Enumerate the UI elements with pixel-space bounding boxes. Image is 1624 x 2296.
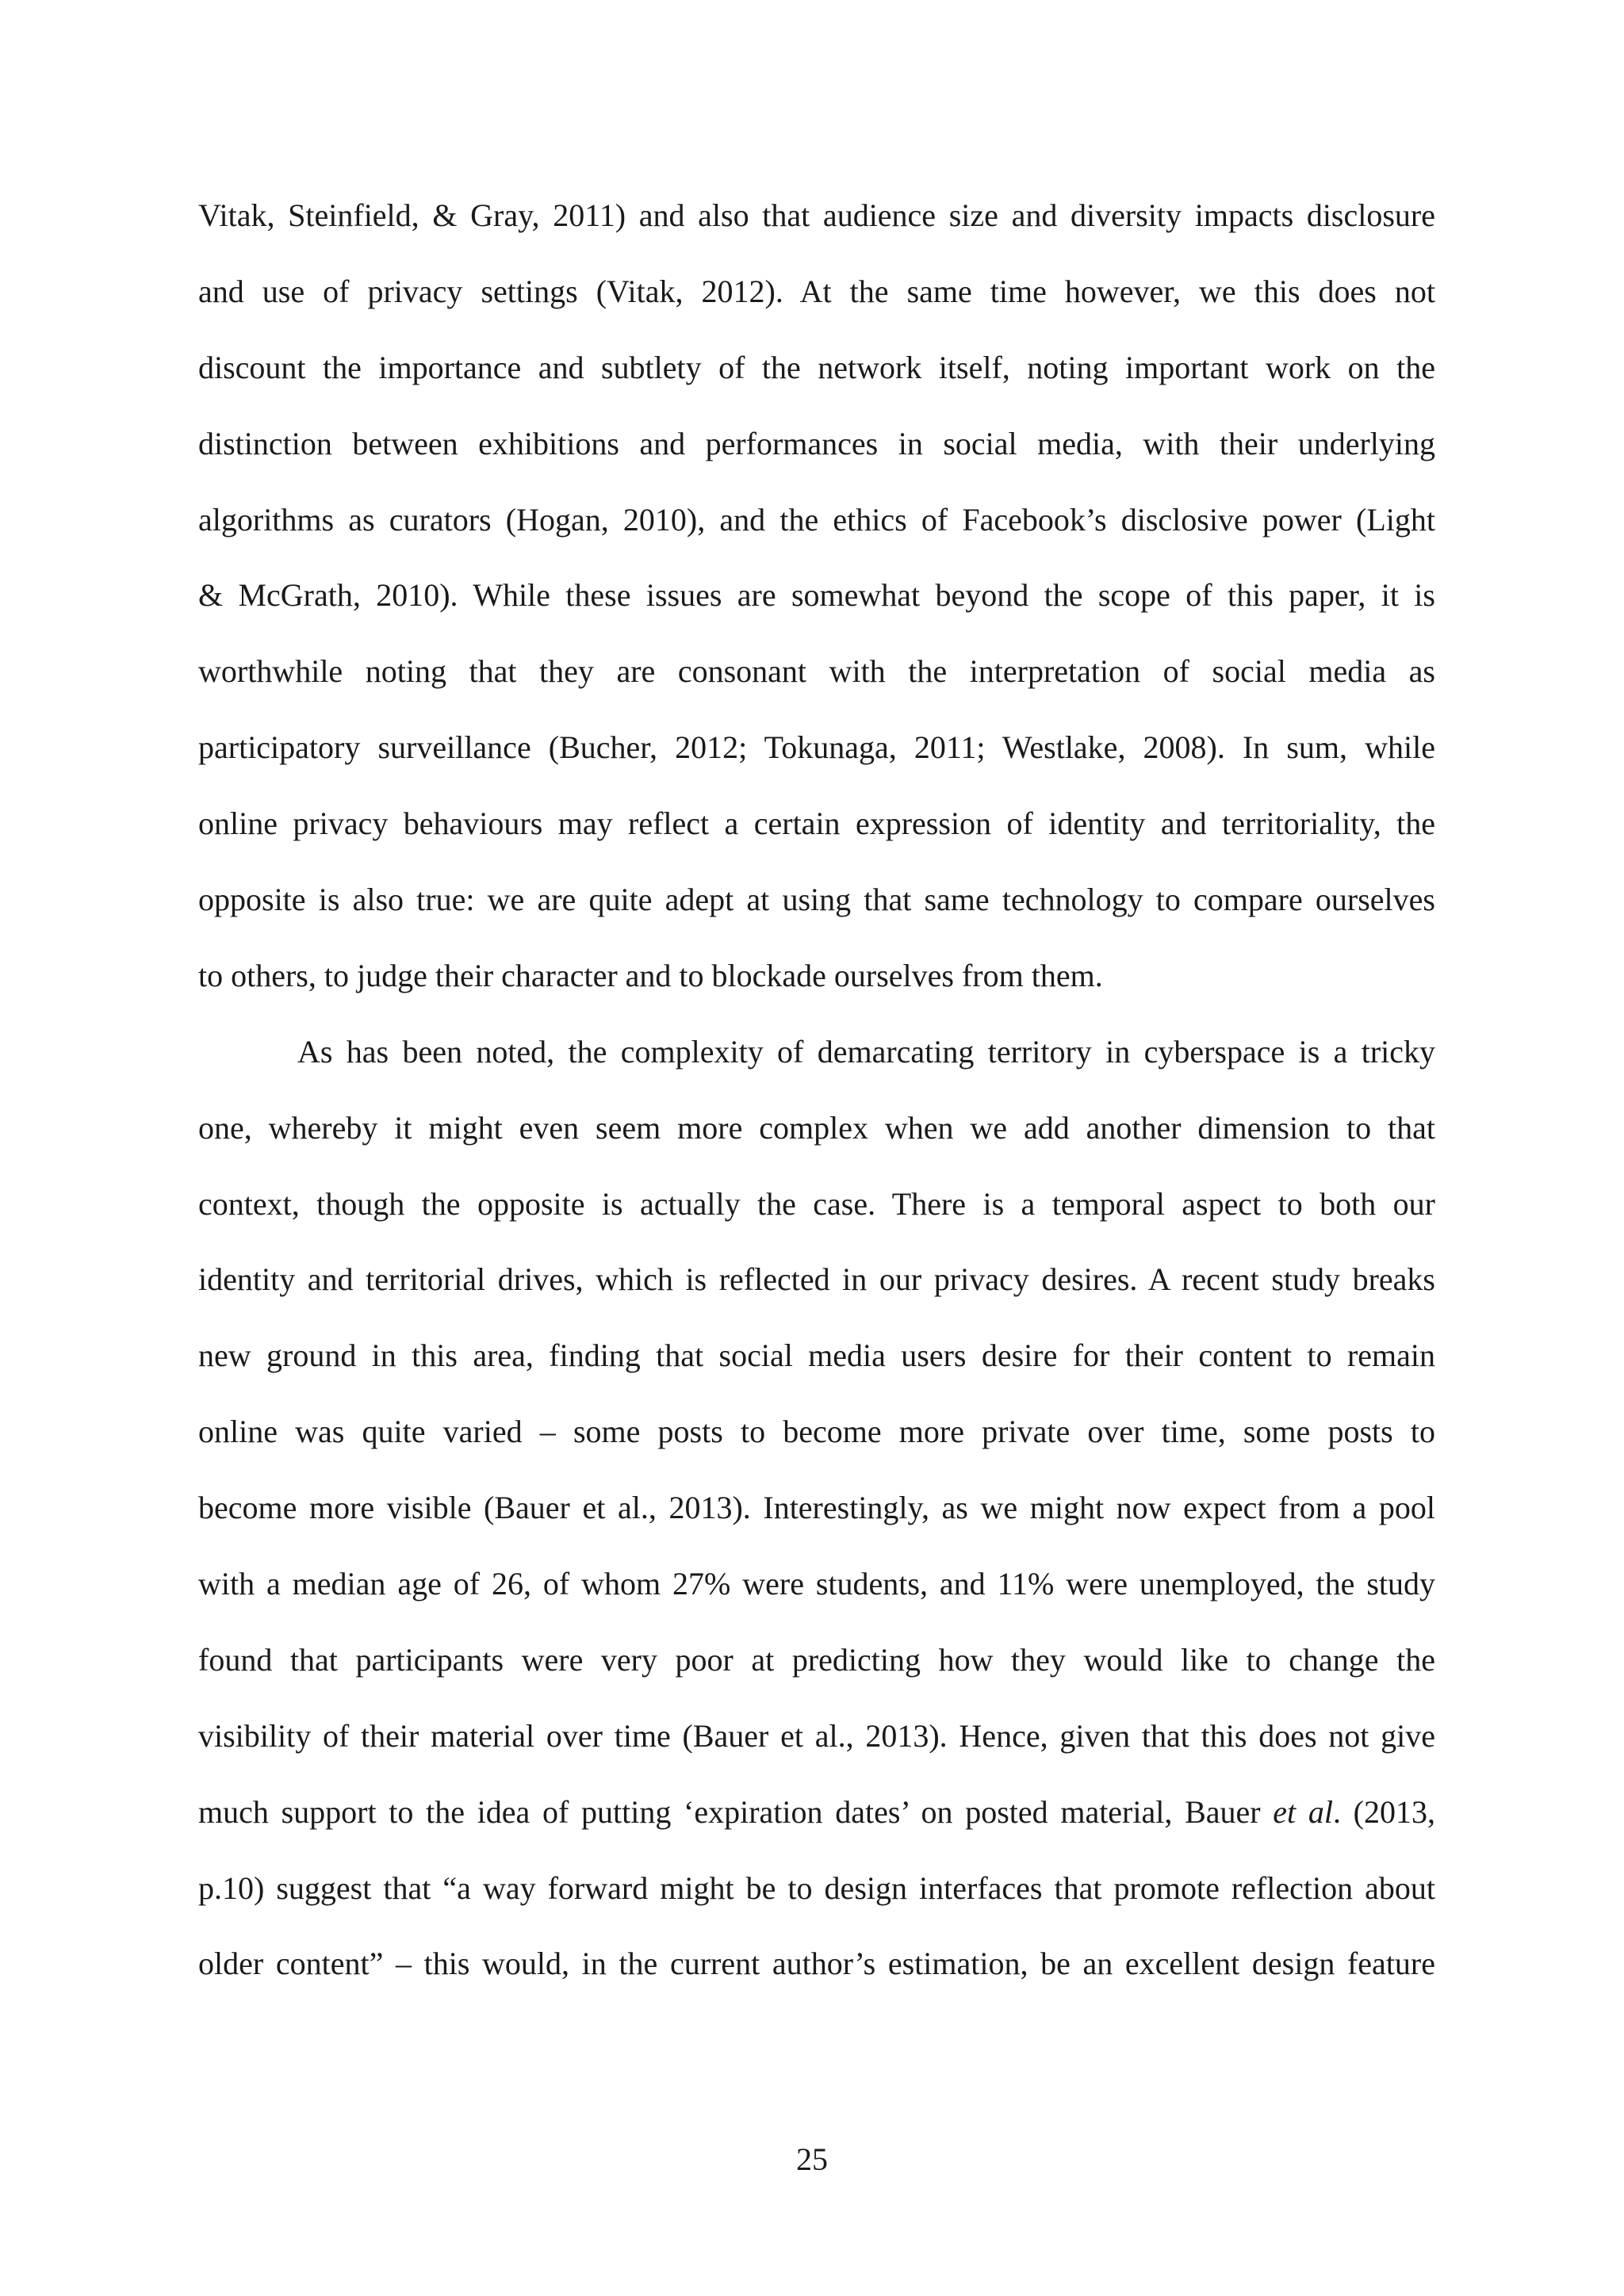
paragraph-2: [198, 1022, 1435, 2011]
text-line: [198, 1782, 1435, 1858]
text-line: As has been noted, the complexity of demarcating territory in cyberspace is a tricky: [297, 1033, 1435, 1070]
text-line: found that participants were very poor at predicting how they would like to change the: [198, 1641, 1435, 1678]
text-line: distinction between exhibitions and performances in social media, with their underlying: [198, 425, 1435, 461]
text-line: older content” – this would, in the current author’s estimation, be an excellent design feature: [198, 1946, 1435, 1982]
text-line: algorithms as curators (Hogan, 2010), and the ethics of Facebook’s disclosive power (Light: [198, 501, 1435, 538]
text-line: and use of privacy settings (Vitak, 2012). At the same time however, we this does not: [198, 273, 1435, 309]
italic-text: et al: [1273, 1793, 1333, 1830]
text-line: online was quite varied – some posts to become more private over time, some posts to: [198, 1414, 1435, 1450]
text-line: & McGrath, 2010). While these issues are somewhat beyond the scope of this paper, it is: [198, 577, 1435, 614]
text-line: identity and territorial drives, which is reflected in our privacy desires. A recent study breaks: [198, 1261, 1435, 1298]
text-line: to others, to judge their character and to blockade ourselves from them.: [198, 957, 1103, 993]
text-line: discount the importance and subtlety of the network itself, noting important work on the: [198, 349, 1435, 385]
text-line: context, though the opposite is actually the case. There is a temporal aspect to both our: [198, 1185, 1435, 1222]
text-line: new ground in this area, finding that social media users desire for their content to remain: [198, 1337, 1435, 1374]
text-line: one, whereby it might even seem more complex when we add another dimension to that: [198, 1109, 1435, 1146]
text-line: online privacy behaviours may reflect a certain expression of identity and territoriality, the: [198, 806, 1435, 842]
page-number: 25: [796, 2141, 828, 2177]
text-line: Vitak, Steinfield, & Gray, 2011) and also that audience size and diversity impacts disclosure: [198, 197, 1435, 233]
text-line: opposite is also true: we are quite adept at using that same technology to compare ourselves: [198, 882, 1435, 918]
text-line: become more visible (Bauer et al., 2013). Interestingly, as we might now expect from a pool: [198, 1490, 1435, 1526]
paragraph-1: [198, 186, 1435, 1022]
text-line: visibility of their material over time (Bauer et al., 2013). Hence, given that this does not give: [198, 1717, 1435, 1754]
text-line: p.10) suggest that “a way forward might be to design interfaces that promote reflection about: [198, 1869, 1435, 1906]
body-text: [198, 186, 1435, 2010]
text-line: participatory surveillance (Bucher, 2012; Tokunaga, 2011; Westlake, 2008). In sum, while: [198, 729, 1435, 766]
text-line: with a median age of 26, of whom 27% were students, and 11% were unemployed, the study: [198, 1566, 1435, 1602]
text-line: worthwhile noting that they are consonant with the interpretation of social media as: [198, 653, 1435, 690]
text-segment: . (2013,: [1332, 1793, 1435, 1830]
text-segment: much support to the idea of putting ‘expiration dates’ on posted material, Bauer: [198, 1793, 1274, 1830]
